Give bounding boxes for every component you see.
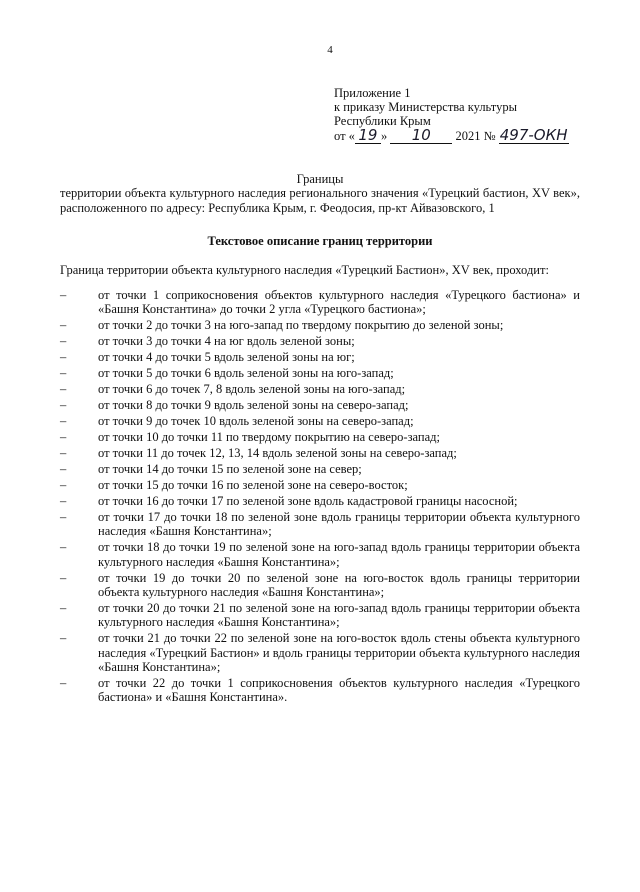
- document-subtitle: территории объекта культурного наследия регионального значения «Турецкий бастион, XV век», расположенного по адресу: Республика Крым, г. Феодосия, пр-кт Айвазовского, 1: [60, 186, 580, 215]
- list-dash: –: [60, 494, 67, 509]
- document-title: Границы: [296, 172, 344, 186]
- list-dash: –: [60, 318, 67, 333]
- list-dash: –: [60, 631, 67, 646]
- appendix-date-line: [334, 128, 634, 144]
- list-item: [60, 601, 580, 630]
- order-number-blank: [499, 128, 569, 144]
- appendix-order-line: к приказу Министерства культуры: [334, 100, 517, 114]
- list-dash: –: [60, 334, 67, 349]
- list-dash: –: [60, 366, 67, 381]
- list-item: [60, 414, 580, 428]
- date-prefix: от «: [334, 129, 355, 143]
- list-item: [60, 382, 580, 396]
- date-month-handwritten: 10: [411, 126, 431, 144]
- intro-paragraph: Граница территории объекта культурного наследия «Турецкий Бастион», XV век, проходит:: [60, 263, 549, 277]
- appendix-block: [334, 86, 634, 144]
- list-item-text: от точки 5 до точки 6 вдоль зеленой зоны на юго-запад;: [98, 366, 394, 381]
- list-dash: –: [60, 478, 67, 493]
- list-dash: –: [60, 600, 67, 615]
- appendix-title: Приложение 1: [334, 86, 411, 100]
- list-item-text: от точки 19 до точки 20 по зеленой зоне на юго-восток вдоль границы территории объекта культурного наследия «Башня Константина»;: [98, 570, 580, 599]
- list-dash: –: [60, 414, 67, 429]
- list-dash: –: [60, 382, 67, 397]
- list-item-text: от точки 2 до точки 3 на юго-запад по твердому покрытию до зеленой зоны;: [98, 318, 504, 333]
- list-item: [60, 631, 580, 674]
- list-item-text: от точки 16 до точки 17 по зеленой зоне вдоль кадастровой границы насосной;: [98, 494, 518, 509]
- list-item: [60, 540, 580, 569]
- list-item: [60, 571, 580, 600]
- list-item: [60, 430, 580, 444]
- list-item-text: от точки 17 до точки 18 по зеленой зоне вдоль границы территории объекта культурного наследия «Башня Константина»;: [98, 510, 580, 539]
- list-item-text: от точки 1 соприкосновения объектов культурного наследия «Турецкого бастиона» и «Башня Константина» до точки 2 угла «Турецкого бастиона»;: [98, 288, 580, 317]
- list-item-text: от точки 18 до точки 19 по зеленой зоне на юго-запад вдоль границы территории объекта культурного наследия «Башня Константина»;: [98, 540, 580, 569]
- list-dash: –: [60, 398, 67, 413]
- list-dash: –: [60, 675, 67, 690]
- order-number-handwritten: 497-ОКН: [499, 126, 568, 144]
- list-dash: –: [60, 350, 67, 365]
- list-dash: –: [60, 570, 67, 585]
- page-number: 4: [327, 44, 333, 56]
- list-item-text: от точки 3 до точки 4 на юг вдоль зеленой зоны;: [98, 334, 355, 349]
- date-day-handwritten: 19: [358, 126, 378, 144]
- list-dash: –: [60, 510, 67, 525]
- list-dash: –: [60, 462, 67, 477]
- date-day-blank: [355, 128, 381, 144]
- list-dash: –: [60, 288, 67, 302]
- boundary-description-list: [60, 288, 580, 706]
- list-item-text: от точки 8 до точки 9 вдоль зеленой зоны на северо-запад;: [98, 398, 409, 413]
- list-item-text: от точки 14 до точки 15 по зеленой зоне на север;: [98, 462, 362, 477]
- list-item: [60, 462, 580, 476]
- date-year: 2021 №: [455, 129, 496, 143]
- appendix-ministry-line: Республики Крым: [334, 114, 431, 128]
- list-item-text: от точки 15 до точки 16 по зеленой зоне на северо-восток;: [98, 478, 408, 493]
- list-item: [60, 350, 580, 364]
- list-item: [60, 366, 580, 380]
- list-dash: –: [60, 540, 67, 555]
- date-month-blank: [390, 128, 452, 144]
- list-item-text: от точки 6 до точек 7, 8 вдоль зеленой зоны на юго-запад;: [98, 382, 406, 397]
- list-item: [60, 288, 580, 317]
- section-heading: Текстовое описание границ территории: [207, 234, 433, 248]
- list-item: [60, 510, 580, 539]
- list-item: [60, 446, 580, 460]
- list-item: [60, 676, 580, 705]
- list-dash: –: [60, 430, 67, 445]
- list-item: [60, 478, 580, 492]
- list-item-text: от точки 22 до точки 1 соприкосновения объектов культурного наследия «Турецкого бастиона» и «Башня Константина».: [98, 675, 580, 705]
- list-dash: –: [60, 446, 67, 461]
- list-item: [60, 334, 580, 348]
- list-item-text: от точки 11 до точек 12, 13, 14 вдоль зеленой зоны на северо-запад;: [98, 446, 457, 461]
- date-mid: »: [380, 129, 388, 143]
- list-item-text: от точки 9 до точек 10 вдоль зеленой зоны на северо-запад;: [98, 414, 414, 429]
- list-item: [60, 494, 580, 508]
- list-item-text: от точки 21 до точки 22 по зеленой зоне на юго-восток вдоль стены объекта культурного наследия «Турецкий Бастион» и вдоль границы территории объекта культурного наследия «Башня Константина»;: [98, 631, 580, 674]
- list-item-text: от точки 4 до точки 5 вдоль зеленой зоны на юг;: [98, 350, 355, 365]
- list-item: [60, 318, 580, 332]
- list-item: [60, 398, 580, 412]
- list-item-text: от точки 10 до точки 11 по твердому покрытию на северо-запад;: [98, 430, 440, 445]
- list-item-text: от точки 20 до точки 21 по зеленой зоне на юго-запад вдоль границы территории объекта культурного наследия «Башня Константина»;: [98, 600, 580, 630]
